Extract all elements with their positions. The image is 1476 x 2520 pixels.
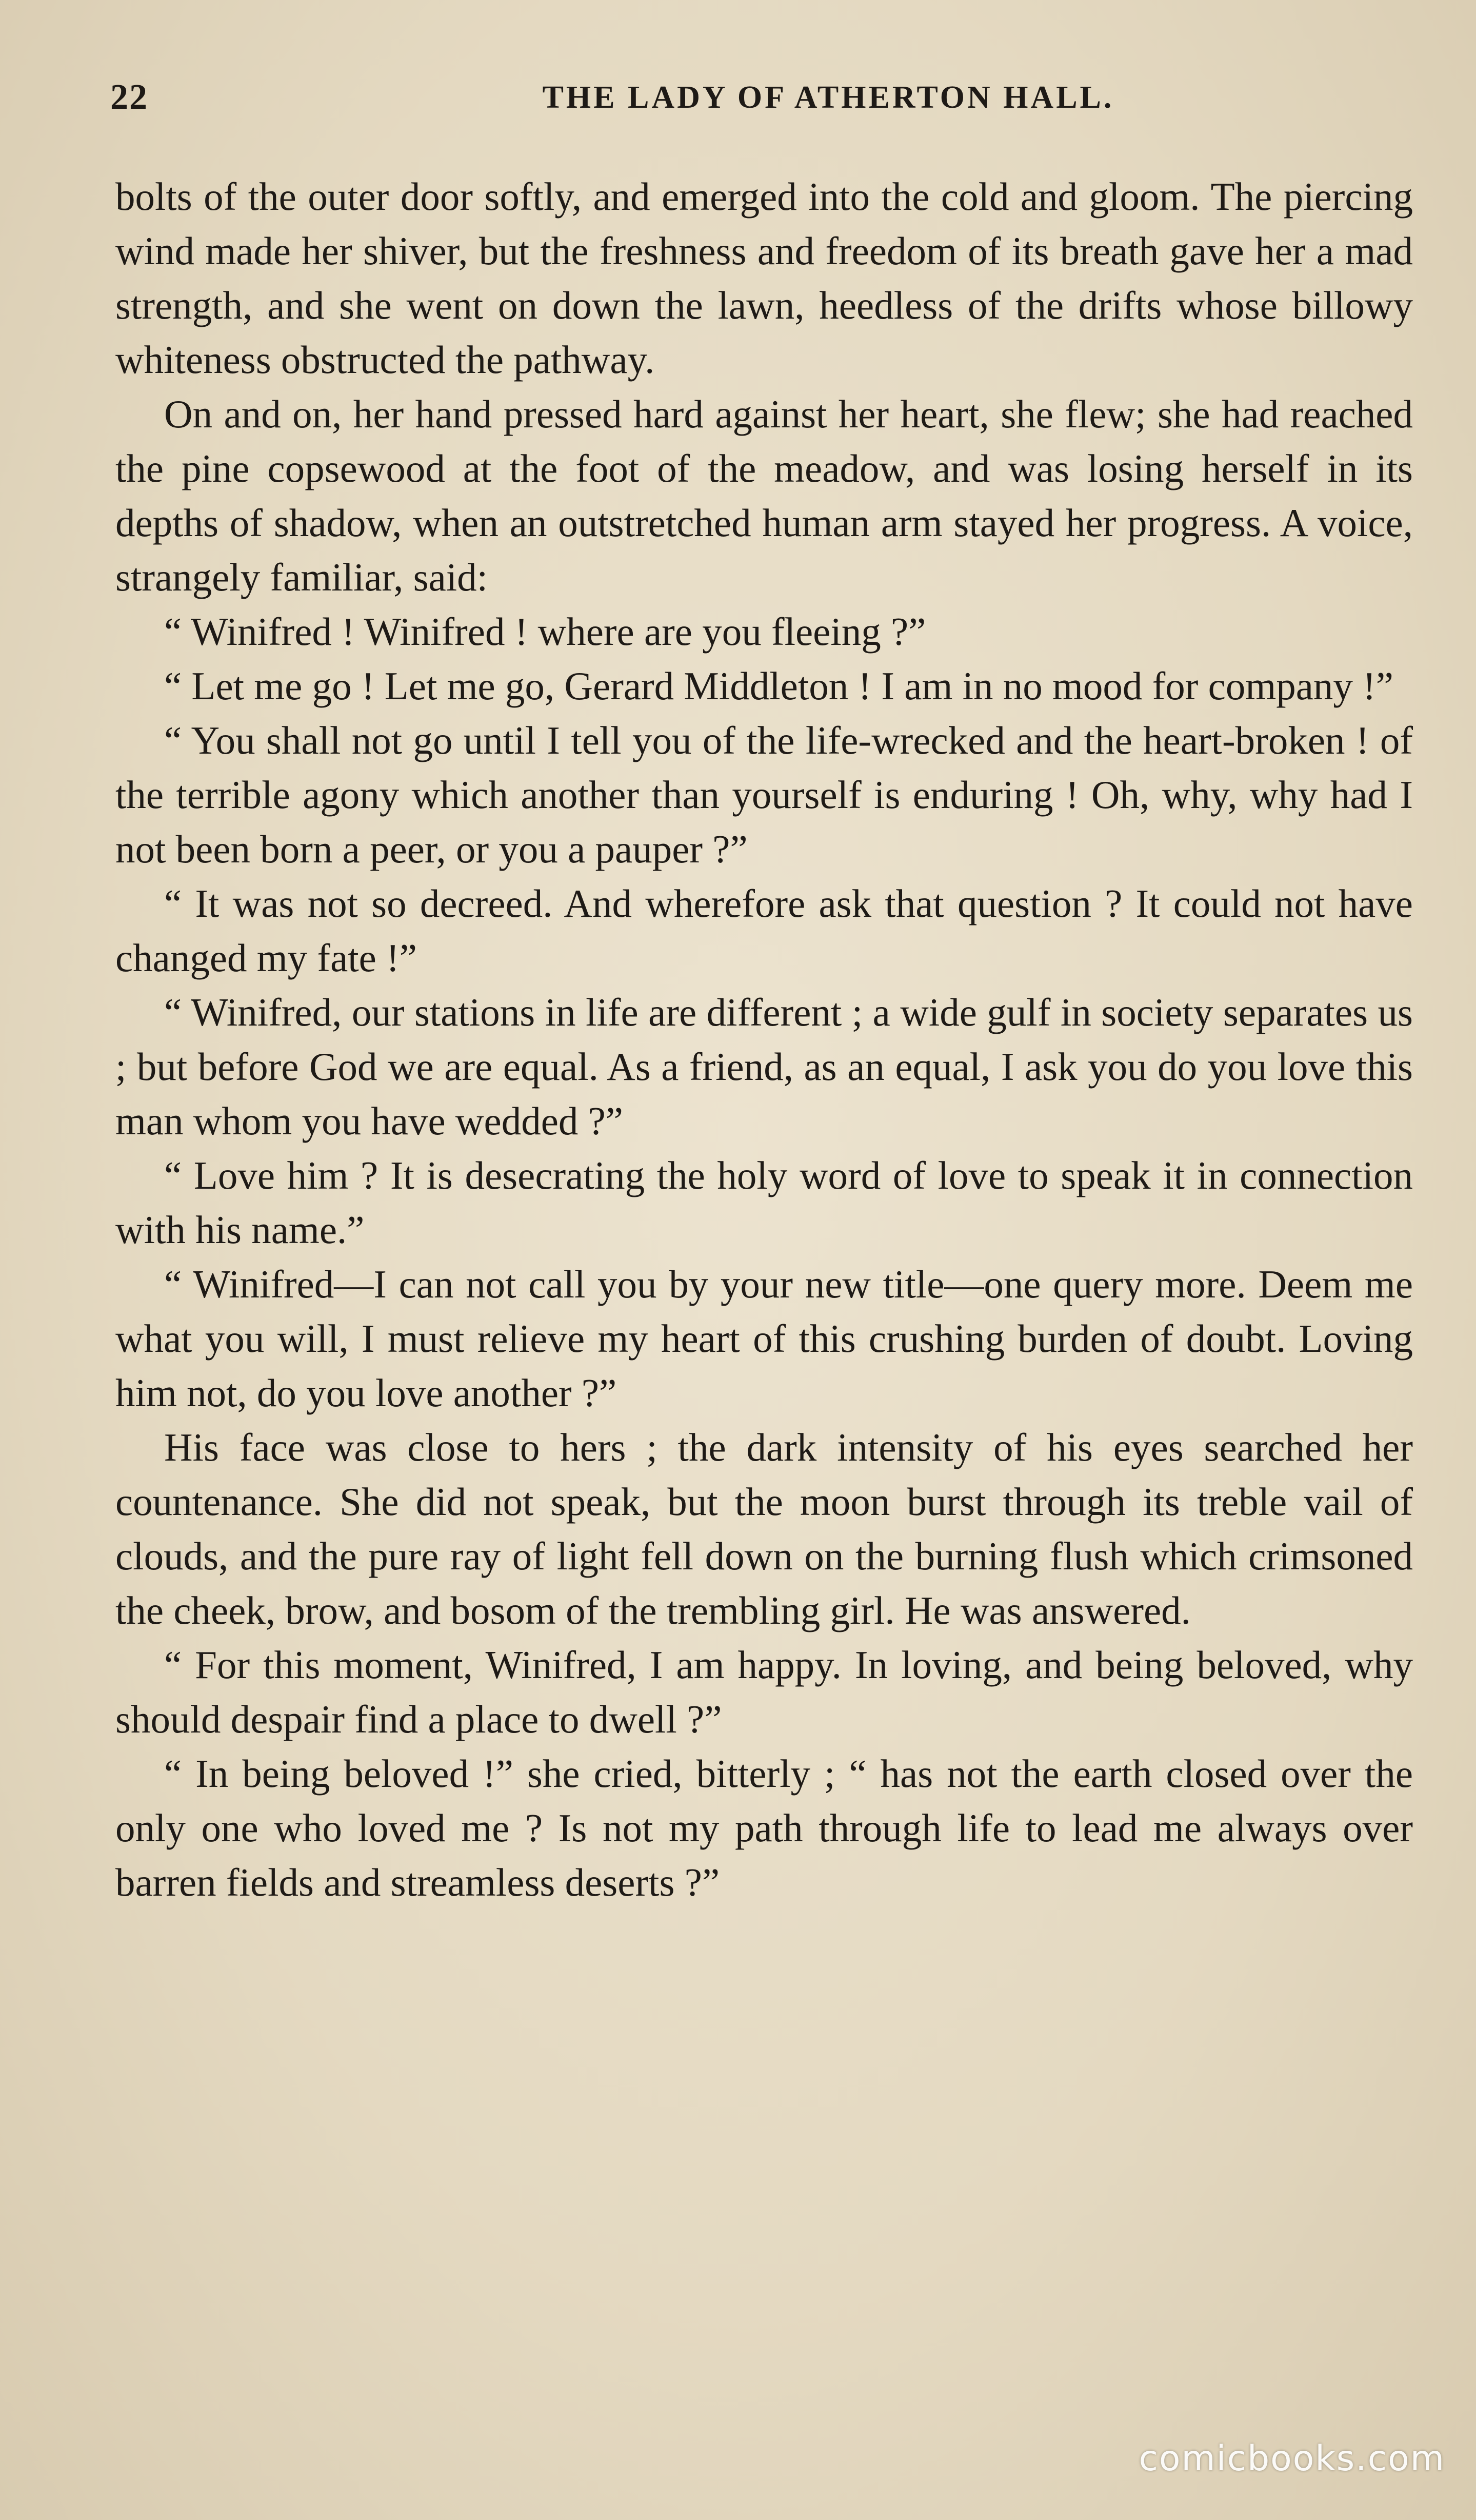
paragraph-5: “ You shall not go until I tell you of the life-wrecked and the heart-broken ! of the terrible agony which another than yourself is enduring ! Oh, why, why had I not been born a peer, or you a pauper ?” bbox=[115, 718, 1413, 871]
paragraph-12: “ In being beloved !” she cried, bitterly ; “ has not the earth closed over the only one who loved me ? Is not my path through life to lead me always over barren fields and streamless deserts ?” bbox=[115, 1751, 1413, 1904]
paragraph-4: “ Let me go ! Let me go, Gerard Middleton ! I am in no mood for company !” bbox=[164, 664, 1393, 708]
paragraph-8: “ Love him ? It is desecrating the holy word of love to speak it in connection with his name.” bbox=[115, 1153, 1413, 1252]
paragraph-7: “ Winifred, our stations in life are different ; a wide gulf in society separates us ; but before God we are equal. As a friend, as an equal, I ask you do you love this man whom you have wedded ?” bbox=[115, 990, 1413, 1143]
page-number: 22 bbox=[110, 77, 148, 117]
paragraph-9: “ Winifred—I can not call you by your new title—one query more. Deem me what you will, I must relieve my heart of this crushing burden of doubt. Loving him not, do you love another ?” bbox=[115, 1262, 1413, 1415]
paragraph-3: “ Winifred ! Winifred ! where are you fleeing ?” bbox=[164, 609, 926, 654]
running-title: THE LADY OF ATHERTON HALL. bbox=[542, 80, 1114, 115]
watermark: comicbooks.com bbox=[1139, 2438, 1445, 2479]
paragraph-10: His face was close to hers ; the dark intensity of his eyes searched her countenance. She did not speak, but the moon burst through its treble vail of clouds, and the pure ray of light fell down on the burning flush which crimsoned the cheek, brow, and bosom of the trembling girl. He was answered. bbox=[115, 1425, 1413, 1632]
paragraph-2: On and on, her hand pressed hard against her heart, she flew; she had reached the pine copsewood at the foot of the meadow, and was losing herself in its depths of shadow, when an outstretched human arm stayed her progress. A voice, strangely familiar, said: bbox=[115, 392, 1413, 599]
page-header bbox=[110, 69, 1418, 126]
paragraph-11: “ For this moment, Winifred, I am happy. In loving, and being beloved, why should despair find a place to dwell ?” bbox=[115, 1643, 1413, 1741]
paragraph-6: “ It was not so decreed. And wherefore ask that question ? It could not have changed my fate !” bbox=[115, 881, 1413, 980]
paragraph-1: bolts of the outer door softly, and emerged into the cold and gloom. The piercing wind made her shiver, but the freshness and freedom of its breath gave her a mad strength, and she went on down the lawn, heedless of the drifts whose billowy whiteness obstructed the pathway. bbox=[115, 174, 1413, 382]
body-text bbox=[115, 169, 1413, 1909]
